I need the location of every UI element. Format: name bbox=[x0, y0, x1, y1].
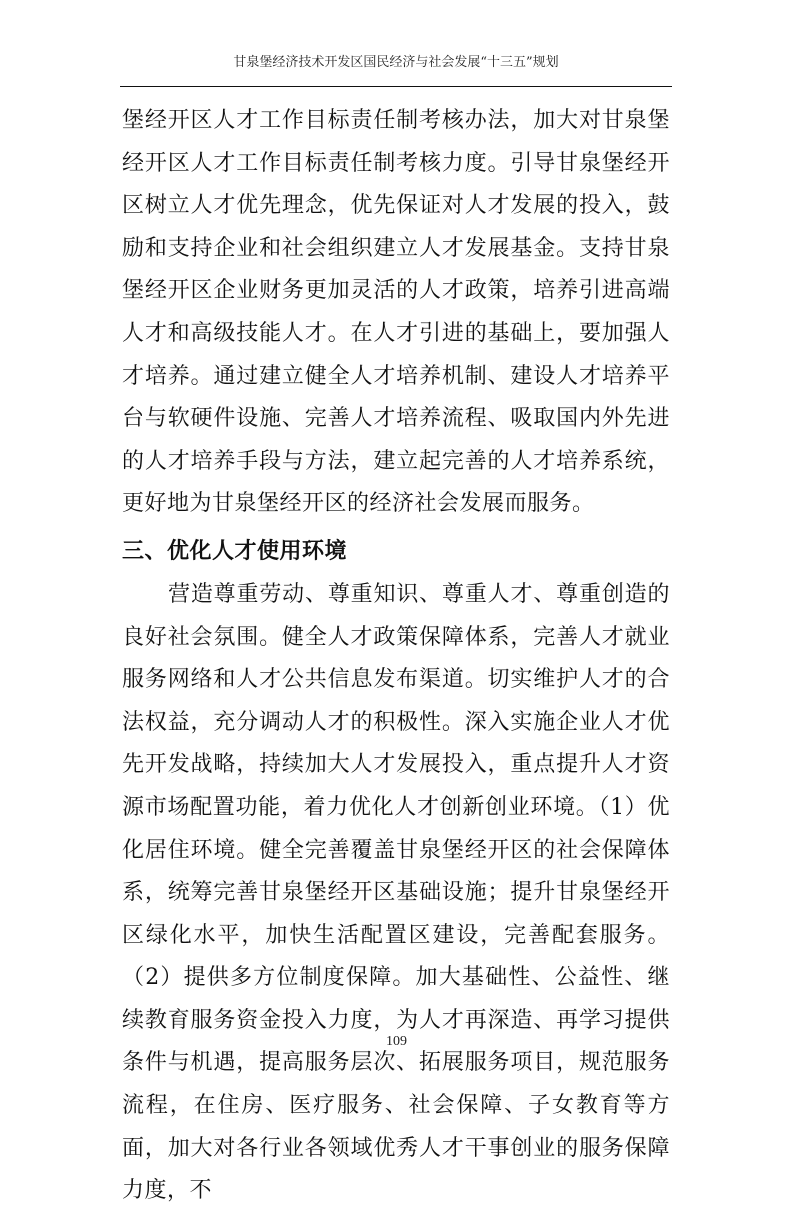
section-heading: 三、优化人才使用环境 bbox=[122, 538, 348, 564]
running-header: 甘泉堡经济技术开发区国民经济与社会发展“十三五”规划 bbox=[233, 55, 559, 70]
body-paragraph: 营造尊重劳动、尊重知识、尊重人才、尊重创造的良好社会氛围。健全人才政策保障体系，完善人才就业服务网络和人才公共信息发布渠道。切实维护人才的合法权益，充分调动人才的积极性。深入实施企业人才优先开发战略，持续加大人才发展投入，重点提升人才资源市场配置功能，着力优化人才创新创业环境。（1）优化居住环境。健全完善覆盖甘泉堡经开区的社会保障体系，统筹完善甘泉堡经开区基础设施；提升甘泉堡经开区绿化水平，加快生活配置区建设，完善配套服务。（2）提供多方位制度保障。加大基础性、公益性、继续教育服务资金投入力度，为人才再深造、再学习提供条件与机遇，提高服务层次、拓展服务项目，规范服务流程，在住房、医疗服务、社会保障、子女教育等方面，加大对各行业各领域优秀人才干事创业的服务保障力度，不 bbox=[122, 581, 670, 1204]
header-divider bbox=[120, 86, 672, 87]
body-paragraph-continued: 堡经开区人才工作目标责任制考核办法，加大对甘泉堡经开区人才工作目标责任制考核力度。引导甘泉堡经开区树立人才优先理念，优先保证对人才发展的投入，鼓励和支持企业和社会组织建立人才发展基金。支持甘泉堡经开区企业财务更加灵活的人才政策，培养引进高端人才和高级技能人才。在人才引进的基础上，要加强人才培养。通过建立健全人才培养机制、建设人才培养平台与软硬件设施、完善人才培养流程、吸取国内外先进的人才培养手段与方法，建立起完善的人才培养系统，更好地为甘泉堡经开区的经济社会发展而服务。 bbox=[122, 108, 670, 517]
page-number: 109 bbox=[386, 1034, 407, 1049]
